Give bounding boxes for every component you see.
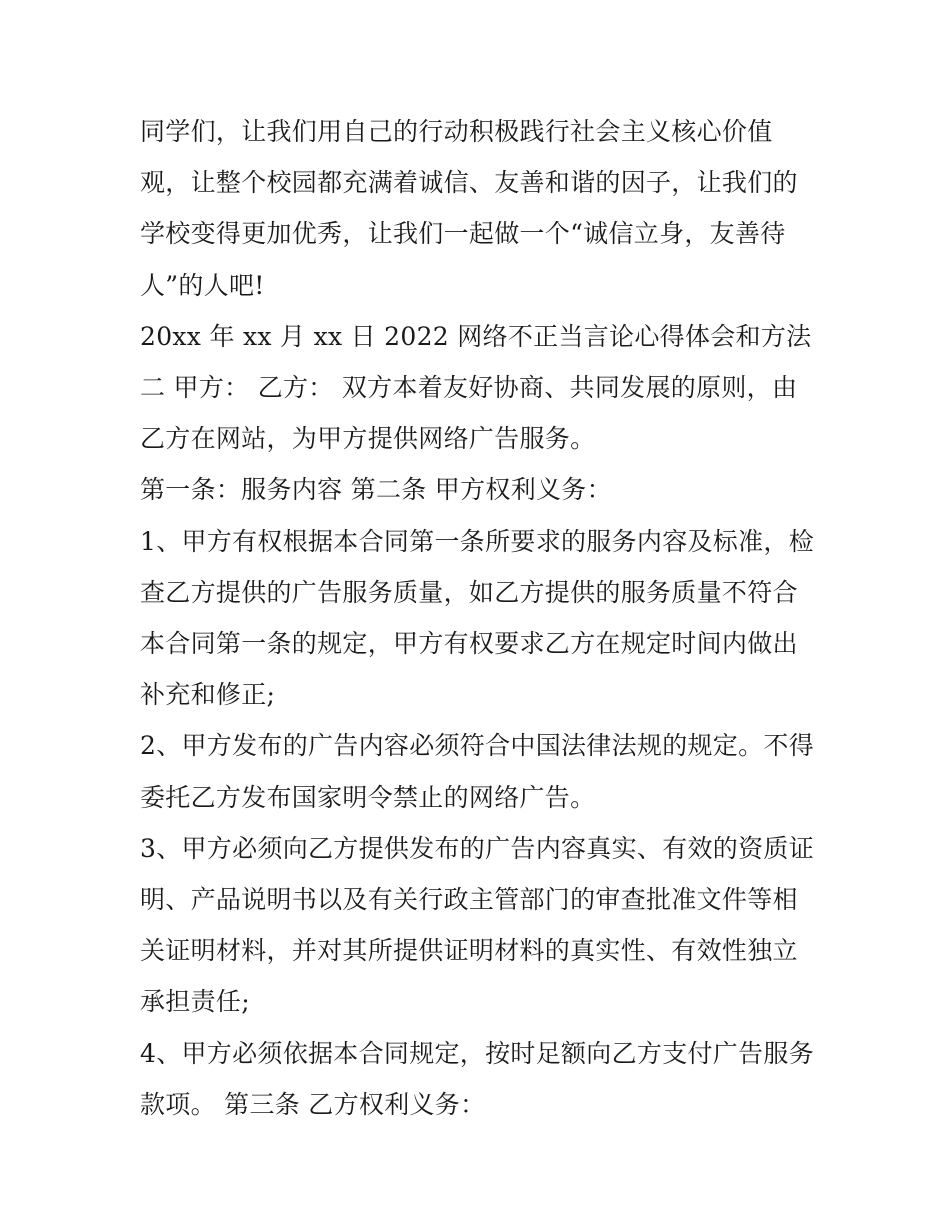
paragraph-clause-4: 4、甲方必须依据本合同规定，按时足额向乙方支付广告服务款项。 第三条 乙方权利义务： <box>140 1038 815 1119</box>
document-body <box>140 106 820 1130</box>
paragraph-contract-intro: 20xx 年 xx 月 xx 日 2022 网络不正当言论心得体会和方法二 甲方： 乙方： 双方本着友好协商、共同发展的原则，由乙方在网站，为甲方提供网络广告服务。 <box>140 321 812 454</box>
paragraph-clause-2: 2、甲方发布的广告内容必须符合中国法律法规的规定。不得委托乙方发布国家明令禁止的网络广告。 <box>140 731 815 812</box>
paragraph-article-one-two: 第一条：服务内容 第二条 甲方权利义务： <box>140 475 612 505</box>
paragraph-clause-3: 3、甲方必须向乙方提供发布的广告内容真实、有效的资质证明、产品说明书以及有关行政主管部门的审查批准文件等相关证明材料，并对其所提供证明材料的真实性、有效性独立承担责任; <box>140 833 815 1017</box>
paragraph-closing-appeal: 同学们，让我们用自己的行动积极践行社会主义核心价值观，让整个校园都充满着诚信、友善和谐的因子，让我们的学校变得更加优秀，让我们一起做一个“诚信立身，友善待人”的人吧! <box>140 117 798 300</box>
paragraph-clause-1: 1、甲方有权根据本合同第一条所要求的服务内容及标准，检查乙方提供的广告服务质量，如乙方提供的服务质量不符合本合同第一条的规定，甲方有权要求乙方在规定时间内做出补充和修正; <box>140 526 815 710</box>
